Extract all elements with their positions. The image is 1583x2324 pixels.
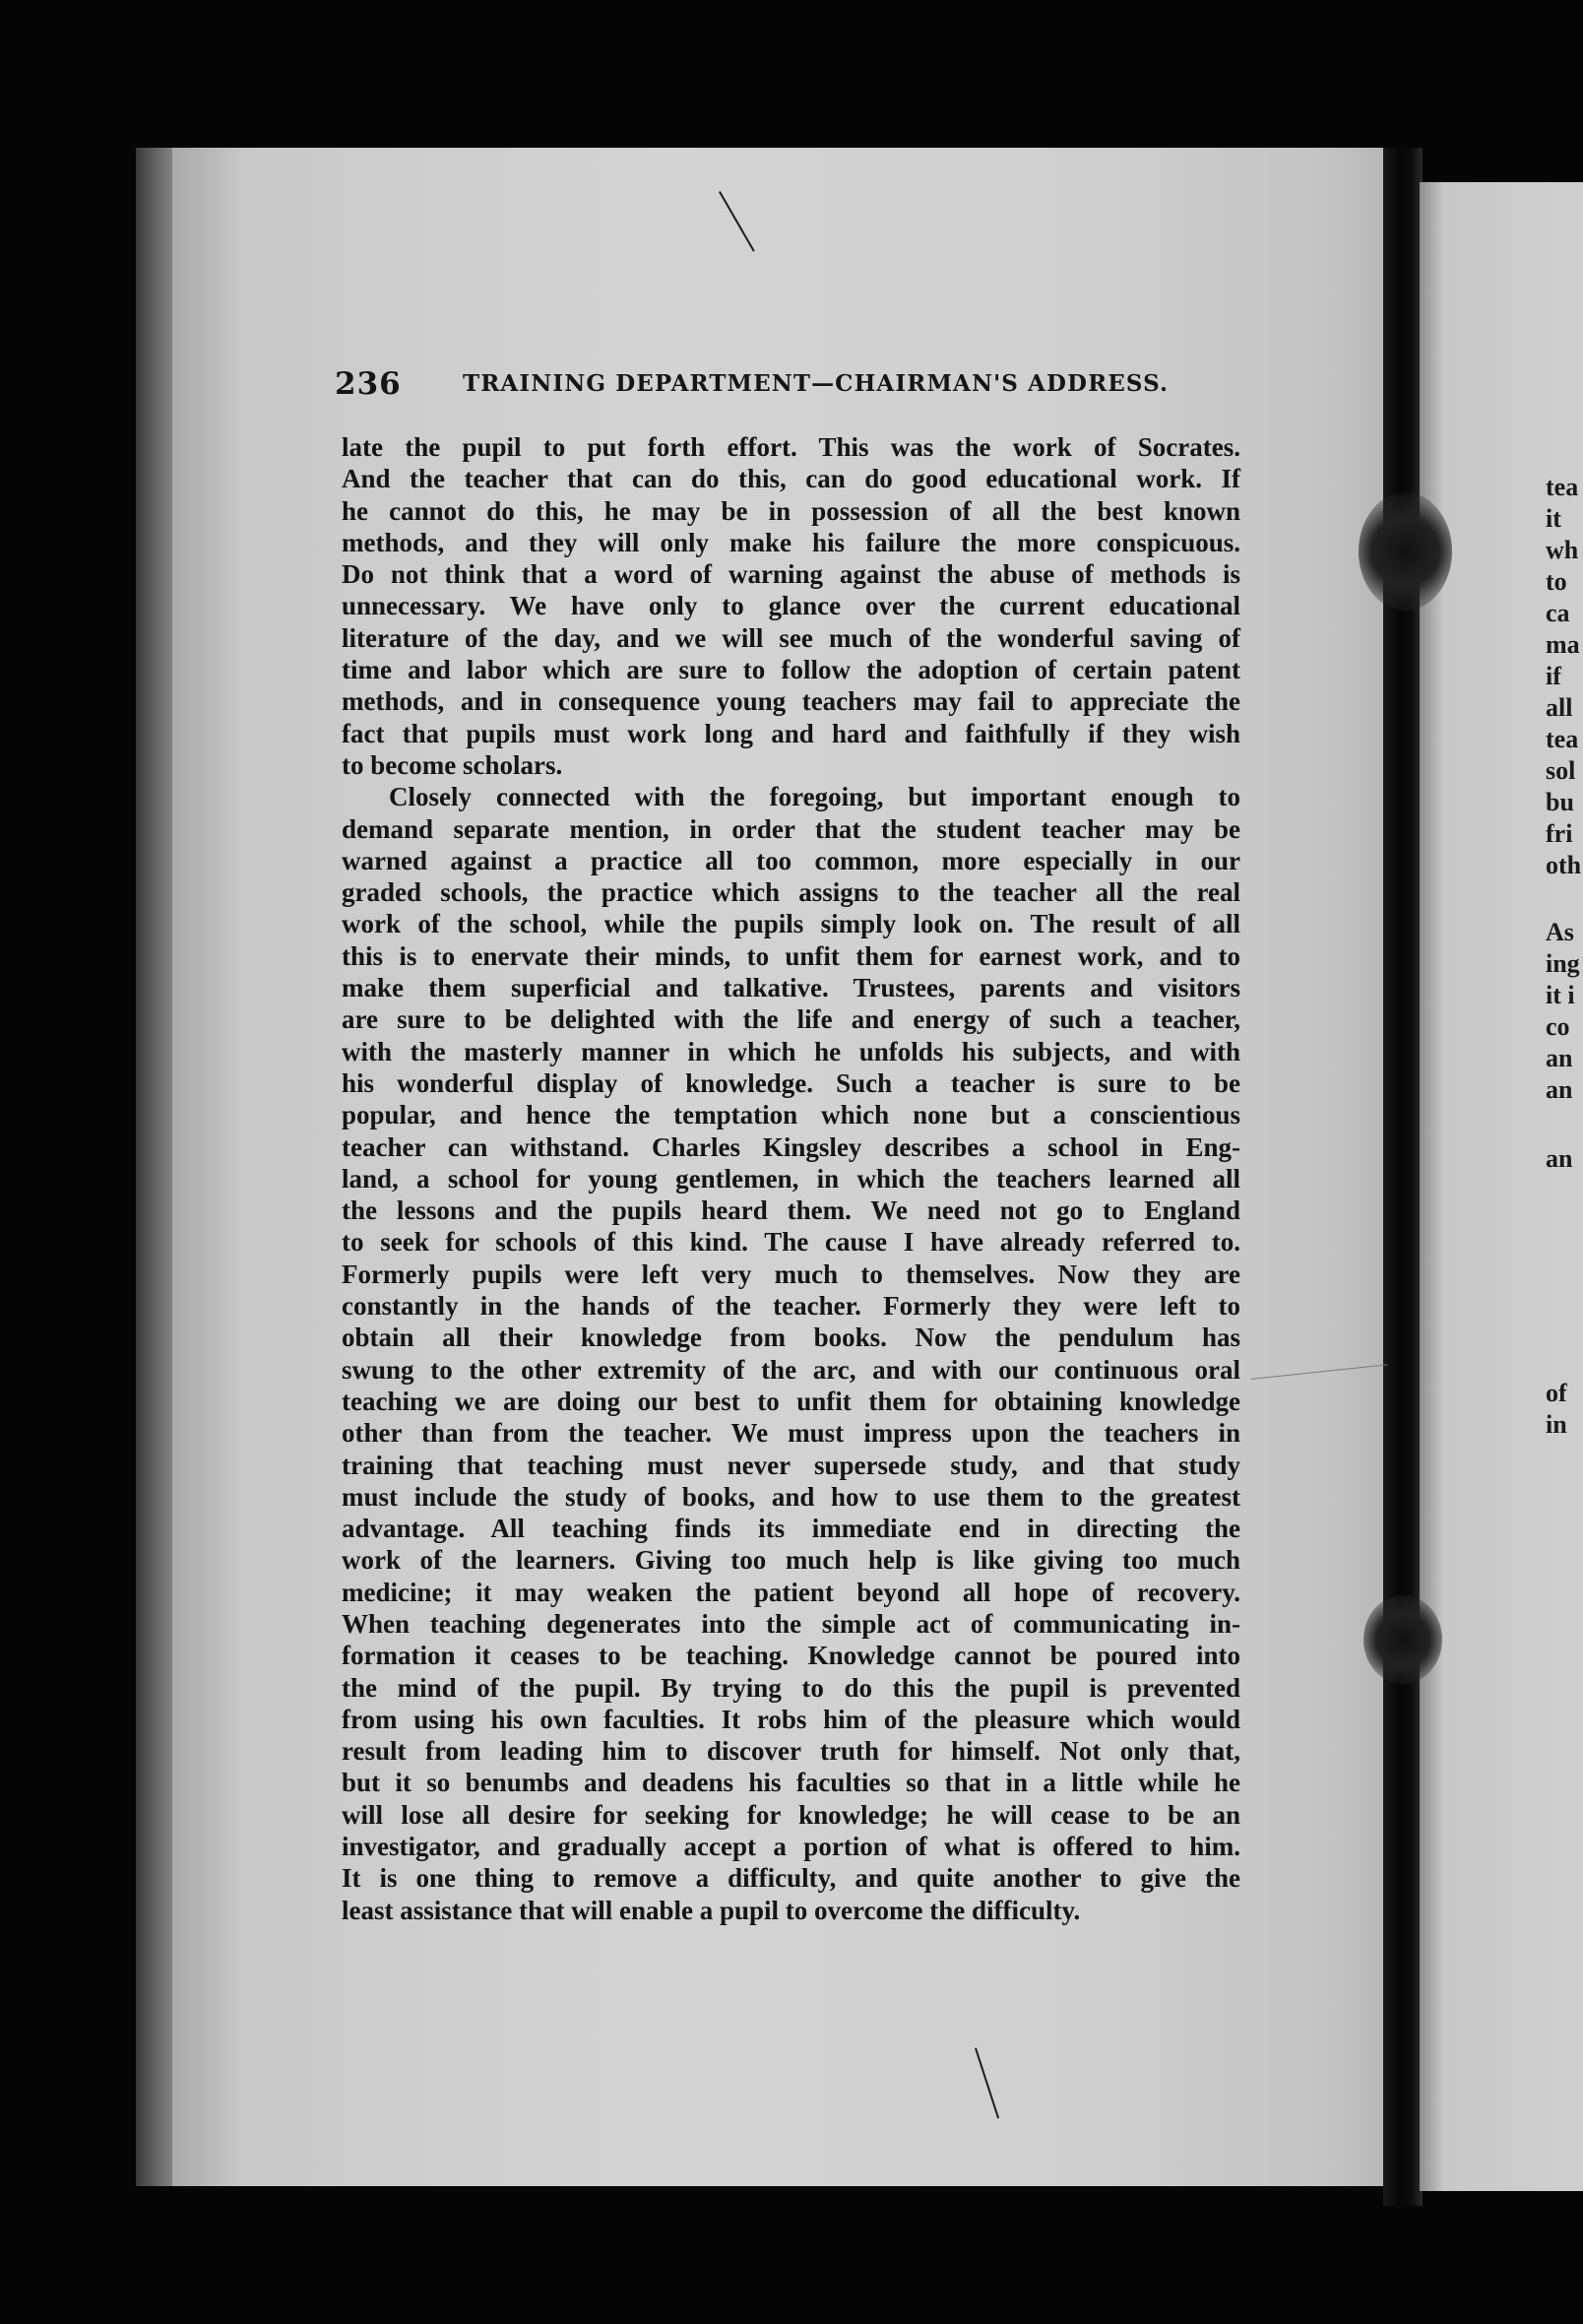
- facing-page-fragment: an: [1546, 1075, 1573, 1104]
- text-line: And the teacher that can do this, can do good educational work. If: [342, 464, 1240, 494]
- text-line: make them superficial and talkative. Trustees, parents and visitors: [342, 973, 1240, 1003]
- text-line: fact that pupils must work long and hard and faithfully if they wish: [342, 718, 1240, 748]
- facing-page-fragment: ma: [1546, 630, 1580, 659]
- facing-page-fragment: it i: [1546, 981, 1575, 1009]
- text-line: but it so benumbs and deadens his faculties so that in a little while he: [342, 1768, 1240, 1798]
- text-line: teaching we are doing our best to unfit them for obtaining knowledge: [342, 1386, 1240, 1416]
- ink-blot: [1359, 492, 1452, 611]
- text-line: the lessons and the pupils heard them. We need not go to England: [342, 1195, 1240, 1226]
- text-line: warned against a practice all too common, more especially in our: [342, 845, 1240, 875]
- facing-page-fragment: As: [1546, 918, 1574, 946]
- text-line: to become scholars.: [342, 749, 563, 780]
- text-line: demand separate mention, in order that the student teacher may be: [342, 813, 1240, 844]
- facing-page-fragment: if: [1546, 662, 1561, 690]
- text-line: methods, and they will only make his failure the more conspicuous.: [342, 527, 1240, 557]
- text-line: investigator, and gradually accept a portion of what is offered to him.: [342, 1832, 1240, 1862]
- facing-page-fragment: all: [1546, 693, 1573, 722]
- text-line: work of the learners. Giving too much help is like giving too much: [342, 1545, 1240, 1576]
- text-line: constantly in the hands of the teacher. Formerly they were left to: [342, 1291, 1240, 1322]
- text-line: Formerly pupils were left very much to themselves. Now they are: [342, 1259, 1240, 1289]
- text-line: advantage. All teaching finds its immediate end in directing the: [342, 1514, 1240, 1544]
- facing-page-fragment: it: [1546, 504, 1561, 533]
- text-line: work of the school, while the pupils simply look on. The result of all: [342, 909, 1240, 939]
- text-line: from using his own faculties. It robs him of the pleasure which would: [342, 1704, 1240, 1734]
- body-text: [342, 431, 1240, 1926]
- text-line: unnecessary. We have only to glance over the current educational: [342, 591, 1240, 621]
- text-line: his wonderful display of knowledge. Such a teacher is sure to be: [342, 1067, 1240, 1098]
- text-line: When teaching degenerates into the simple act of communicating in-: [342, 1608, 1240, 1639]
- facing-page-fragment: fri: [1546, 819, 1573, 848]
- facing-page-fragment: wh: [1546, 536, 1579, 564]
- page-number: 236: [335, 366, 402, 402]
- text-line: training that teaching must never supersede study, and that study: [342, 1450, 1240, 1480]
- text-line: methods, and in consequence young teachers may fail to appreciate the: [342, 686, 1240, 717]
- text-line: land, a school for young gentlemen, in which the teachers learned all: [342, 1163, 1240, 1194]
- facing-page-fragment: bu: [1546, 788, 1574, 816]
- text-line: with the masterly manner in which he unfolds his subjects, and with: [342, 1036, 1240, 1066]
- facing-page-fragment: in: [1546, 1410, 1567, 1439]
- facing-page-fragment: an: [1546, 1144, 1573, 1173]
- text-line: popular, and hence the temptation which none but a conscientious: [342, 1100, 1240, 1130]
- text-line: medicine; it may weaken the patient beyond all hope of recovery.: [342, 1577, 1240, 1607]
- text-line: It is one thing to remove a difficulty, and quite another to give the: [342, 1863, 1240, 1894]
- text-line: the mind of the pupil. By trying to do this the pupil is prevented: [342, 1672, 1240, 1703]
- facing-page-fragment: to: [1546, 567, 1567, 596]
- facing-page-fragment: ca: [1546, 599, 1570, 627]
- facing-page-fragment: oth: [1546, 851, 1582, 879]
- text-line: late the pupil to put forth effort. This was the work of Socrates.: [342, 432, 1240, 462]
- running-head-title: TRAINING DEPARTMENT—CHAIRMAN'S ADDRESS.: [463, 370, 1170, 397]
- facing-page-fragment: an: [1546, 1044, 1573, 1072]
- text-line: other than from the teacher. We must impress upon the teachers in: [342, 1418, 1240, 1449]
- book-gutter: [1383, 148, 1423, 2206]
- facing-page-fragment: ing: [1546, 949, 1580, 978]
- text-line: he cannot do this, he may be in possession of all the best known: [342, 495, 1240, 526]
- text-line: result from leading him to discover truth for himself. Not only that,: [342, 1736, 1240, 1767]
- text-line: to seek for schools of this kind. The cause I have already referred to.: [342, 1227, 1240, 1258]
- text-line: are sure to be delighted with the life and energy of such a teacher,: [342, 1004, 1240, 1035]
- text-line: teacher can withstand. Charles Kingsley describes a school in Eng-: [342, 1131, 1240, 1162]
- facing-page-fragment: of: [1546, 1379, 1567, 1407]
- facing-page-fragment: sol: [1546, 756, 1576, 785]
- facing-page-fragment: tea: [1546, 725, 1579, 753]
- text-line: literature of the day, and we will see much of the wonderful saving of: [342, 622, 1240, 653]
- facing-page-fragment: tea: [1546, 473, 1579, 501]
- text-line: Closely connected with the foregoing, but important enough to: [389, 782, 1240, 812]
- facing-page-fragment: co: [1546, 1012, 1570, 1041]
- text-line: will lose all desire for seeking for knowledge; he will cease to be an: [342, 1799, 1240, 1830]
- text-line: obtain all their knowledge from books. Now the pendulum has: [342, 1323, 1240, 1353]
- text-line: time and labor which are sure to follow the adoption of certain patent: [342, 655, 1240, 685]
- ink-blot: [1363, 1595, 1442, 1684]
- text-line: swung to the other extremity of the arc, and with our continuous oral: [342, 1354, 1240, 1385]
- text-line: Do not think that a word of warning against the abuse of methods is: [342, 559, 1240, 590]
- text-line: formation it ceases to be teaching. Knowledge cannot be poured into: [342, 1641, 1240, 1671]
- text-line: must include the study of books, and how to use them to the greatest: [342, 1481, 1240, 1512]
- text-line: this is to enervate their minds, to unfit them for earnest work, and to: [342, 940, 1240, 971]
- text-line: least assistance that will enable a pupil to overcome the difficulty.: [342, 1895, 1081, 1925]
- text-line: graded schools, the practice which assigns to the teacher all the real: [342, 877, 1240, 908]
